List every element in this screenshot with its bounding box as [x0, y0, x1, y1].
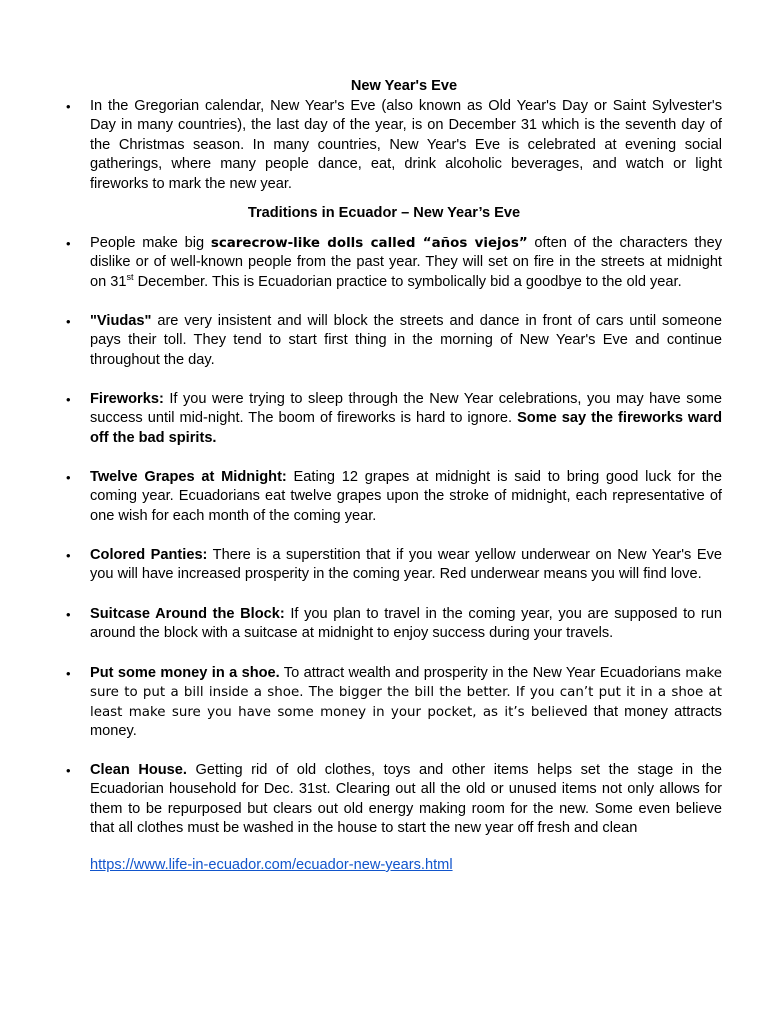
item-text: There is a superstition that if you wear yellow underwear on New Year's Eve you will have increased prosperity in the coming year. Red underwear means you will find love.	[90, 547, 722, 583]
bullet-icon: •	[66, 314, 71, 329]
bullet-icon: •	[66, 666, 71, 681]
item-heading: Twelve Grapes at Midnight:	[90, 469, 287, 485]
item-bold-text: scarecrow-like dolls called “años viejos”	[210, 236, 528, 251]
list-item-viudas	[66, 312, 722, 370]
item-heading: Suitcase Around the Block:	[90, 606, 285, 622]
item-heading: Clean House.	[90, 762, 187, 778]
intro-text: In the Gregorian calendar, New Year's Eve (also known as Old Year's Day or Saint Sylvester's Day in many countries), the last day of the year, is on December 31 which is the seventh day of the Christmas season. In many countries, New Year's Eve is celebrated at evening social gatherings, where many people dance, eat, drink alcoholic beverages, and watch or light fireworks to mark the new year.	[90, 98, 722, 192]
item-text: To attract wealth and prosperity in the New Year Ecuadorians	[279, 665, 686, 681]
item-text: December. This is Ecuadorian practice to symbolically bid a goodbye to the old year.	[133, 273, 682, 290]
item-text: Eating 12 grapes at midnight is said to bring good luck for the coming year. Ecuadorians eat twelve grapes upon the stroke of midnight, each representative of one wish for each month of the coming year.	[90, 469, 722, 524]
bullet-icon: •	[66, 470, 71, 485]
intro-paragraph	[66, 97, 722, 194]
item-superscript: st	[126, 271, 134, 282]
item-text: make sure to put a bill inside a shoe. The bigger the bill the better. If you can’t put it in a shoe at least make sure you have some money in your pocket, as it’s believ	[90, 666, 722, 720]
item-text: If you were trying to sleep through the New Year celebrations, you may have some success until mid-night. The boom of fireworks is hard to ignore.	[90, 391, 722, 427]
item-heading: Put some money in a shoe.	[90, 665, 280, 681]
bullet-icon: •	[66, 607, 71, 622]
item-text: Getting rid of old clothes, toys and other items helps set the stage in the Ecuadorian household for Dec. 31st. Clearing out all the old or unused items not only allows for them to be repurposed but clears out old energy making room for the new. Some even believe that all clothes must be washed in the house to start the new year off fresh and clean	[90, 762, 722, 837]
list-item-fireworks	[66, 390, 722, 448]
list-item-dolls	[66, 234, 722, 292]
item-text: If you plan to travel in the coming year, you are supposed to run around the block with a suitcase at midnight to enjoy success during your travels.	[90, 606, 722, 642]
source-link[interactable]: https://www.life-in-ecuador.com/ecuador-new-years.html	[90, 857, 453, 873]
bullet-icon: •	[66, 236, 71, 251]
item-heading: Colored Panties:	[90, 547, 208, 563]
bullet-icon: •	[66, 392, 71, 407]
document-title: New Year's Eve	[350, 78, 458, 94]
item-text: People make big	[90, 235, 211, 251]
list-item-clean-house	[66, 761, 722, 839]
bullet-icon: •	[66, 99, 71, 114]
item-heading: Fireworks:	[90, 391, 164, 407]
list-item-panties	[66, 546, 722, 585]
item-heading: "Viudas"	[90, 313, 152, 329]
item-text: are very insistent and will block the streets and dance in front of cars until someone pays their toll. They tend to start first thing in the morning of New Year's Eve and continue throughout the day.	[90, 313, 722, 368]
list-item-grapes	[66, 468, 722, 526]
section-title: Traditions in Ecuador – New Year’s Eve	[247, 205, 521, 221]
item-text: ed that money attracts money.	[90, 703, 722, 740]
item-text: often of the characters they dislike or of well-known people from the past year. They will set on fire in the streets at midnight on 31	[90, 235, 722, 290]
list-item-suitcase	[66, 605, 722, 644]
bullet-icon: •	[66, 548, 71, 563]
list-item-money	[66, 664, 722, 742]
item-bold-text: Some say the fireworks ward off the bad spirits.	[90, 410, 722, 446]
bullet-icon: •	[66, 763, 71, 778]
